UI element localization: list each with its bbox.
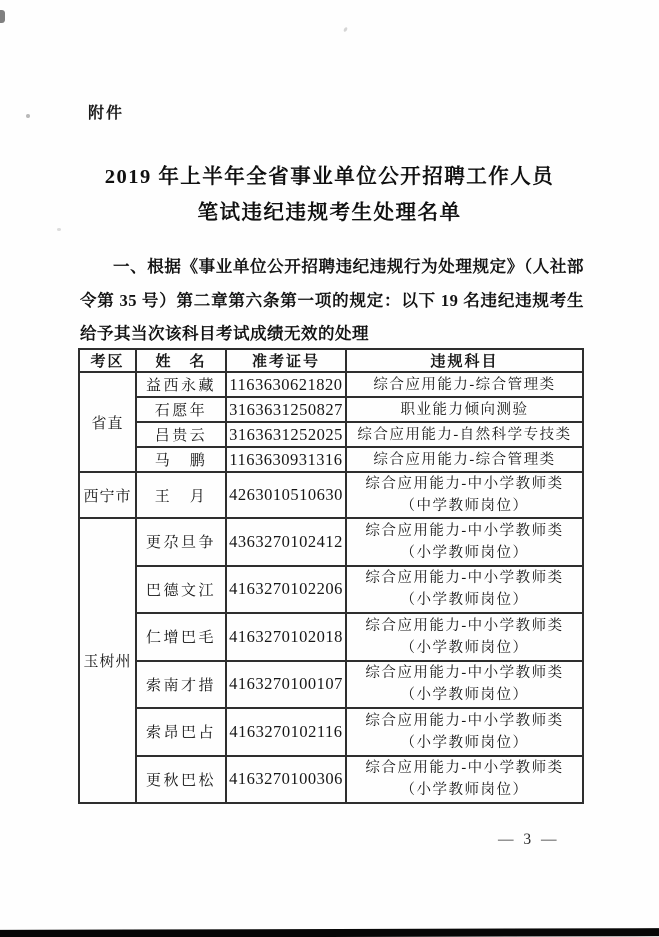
header-subject: 违规科目 (346, 349, 583, 372)
subject-line1: 综合应用能力-中小学教师类 (365, 617, 564, 634)
subject-line1: 综合应用能力-中小学教师类 (365, 476, 564, 492)
name-cell: 索昂巴占 (136, 708, 226, 756)
scan-speck (343, 27, 348, 33)
subject-cell (346, 472, 583, 518)
ticket-cell: 4163270102018 (226, 613, 346, 661)
subject-cell (346, 518, 583, 566)
subject-line1: 综合应用能力-中小学教师类 (365, 570, 564, 587)
violation-table (78, 348, 584, 804)
table-row (79, 613, 583, 661)
name-cell: 仁增巴毛 (136, 613, 226, 661)
name-cell: 更尕旦争 (136, 518, 226, 566)
ticket-cell: 4163270102116 (226, 708, 346, 756)
ticket-cell: 1163630621820 (226, 372, 346, 397)
subject-cell (346, 708, 583, 756)
name-cell: 巴德文江 (136, 566, 226, 614)
name-cell: 更秋巴松 (136, 756, 226, 804)
name-cell: 吕贵云 (136, 422, 226, 447)
subject-cell: 综合应用能力-自然科学专技类 (346, 422, 583, 447)
subject-line1: 综合应用能力-中小学教师类 (365, 522, 564, 539)
table-header-row (79, 349, 583, 372)
header-region: 考区 (79, 349, 136, 372)
subject-line1: 综合应用能力-中小学教师类 (365, 760, 564, 777)
table-row (79, 518, 583, 566)
document-title (0, 159, 659, 231)
ticket-cell: 4363270102412 (226, 518, 346, 566)
table-row (79, 472, 583, 518)
subject-cell (346, 661, 583, 709)
document-title-line2: 笔试违纪违规考生处理名单 (197, 202, 462, 224)
subject-line2: （中学教师岗位） (400, 498, 529, 514)
table-row (79, 422, 583, 447)
header-name: 姓 名 (136, 349, 226, 372)
region-cell-xining: 西宁市 (79, 472, 136, 518)
ticket-cell: 4163270102206 (226, 566, 346, 614)
attachment-label: 附件 (88, 105, 125, 122)
scan-speck (26, 114, 30, 118)
name-cell: 益西永藏 (136, 372, 226, 397)
header-ticket: 准考证号 (226, 349, 346, 372)
ticket-cell: 4263010510630 (226, 472, 346, 518)
subject-cell (346, 566, 583, 614)
document-title-line1: 2019 年上半年全省事业单位公开招聘工作人员 (104, 166, 555, 188)
region-cell-shengzhi: 省直 (79, 372, 136, 472)
intro-paragraph: 一、根据《事业单位公开招聘违纪违规行为处理规定》（人社部令第 35 号）第二章第六条第一项的规定：以下 19 名违纪违规考生给予其当次该科目考试成绩无效的处理 (80, 257, 584, 343)
subject-cell: 综合应用能力-综合管理类 (346, 372, 583, 397)
ticket-cell: 4163270100306 (226, 756, 346, 804)
table-row (79, 447, 583, 472)
ticket-cell: 1163630931316 (226, 447, 346, 472)
scan-edge-smudge (0, 10, 5, 23)
subject-line2: （小学教师岗位） (400, 687, 529, 704)
ticket-cell: 3163631252025 (226, 422, 346, 447)
subject-line2: （小学教师岗位） (400, 639, 529, 656)
subject-cell: 综合应用能力-综合管理类 (346, 447, 583, 472)
subject-line1: 综合应用能力-中小学教师类 (365, 665, 564, 682)
ticket-cell: 4163270100107 (226, 661, 346, 709)
subject-line1: 综合应用能力-中小学教师类 (365, 712, 564, 729)
subject-cell (346, 756, 583, 804)
region-cell-yushu: 玉树州 (79, 518, 136, 803)
table-row (79, 566, 583, 614)
table-row (79, 372, 583, 397)
subject-line2: （小学教师岗位） (400, 734, 529, 751)
scan-edge-artifact (0, 928, 659, 937)
name-cell: 索南才措 (136, 661, 226, 709)
subject-line2: （小学教师岗位） (400, 782, 529, 799)
table-row (79, 708, 583, 756)
name-cell: 王 月 (136, 472, 226, 518)
subject-line2: （小学教师岗位） (400, 544, 529, 561)
table-row (79, 756, 583, 804)
subject-line2: （小学教师岗位） (400, 592, 529, 609)
subject-cell: 职业能力倾向测验 (346, 397, 583, 422)
name-cell: 石愿年 (136, 397, 226, 422)
ticket-cell: 3163631250827 (226, 397, 346, 422)
name-cell: 马 鹏 (136, 447, 226, 472)
table-row (79, 661, 583, 709)
subject-cell (346, 613, 583, 661)
page-number: — 3 — (498, 831, 560, 848)
table-row (79, 397, 583, 422)
